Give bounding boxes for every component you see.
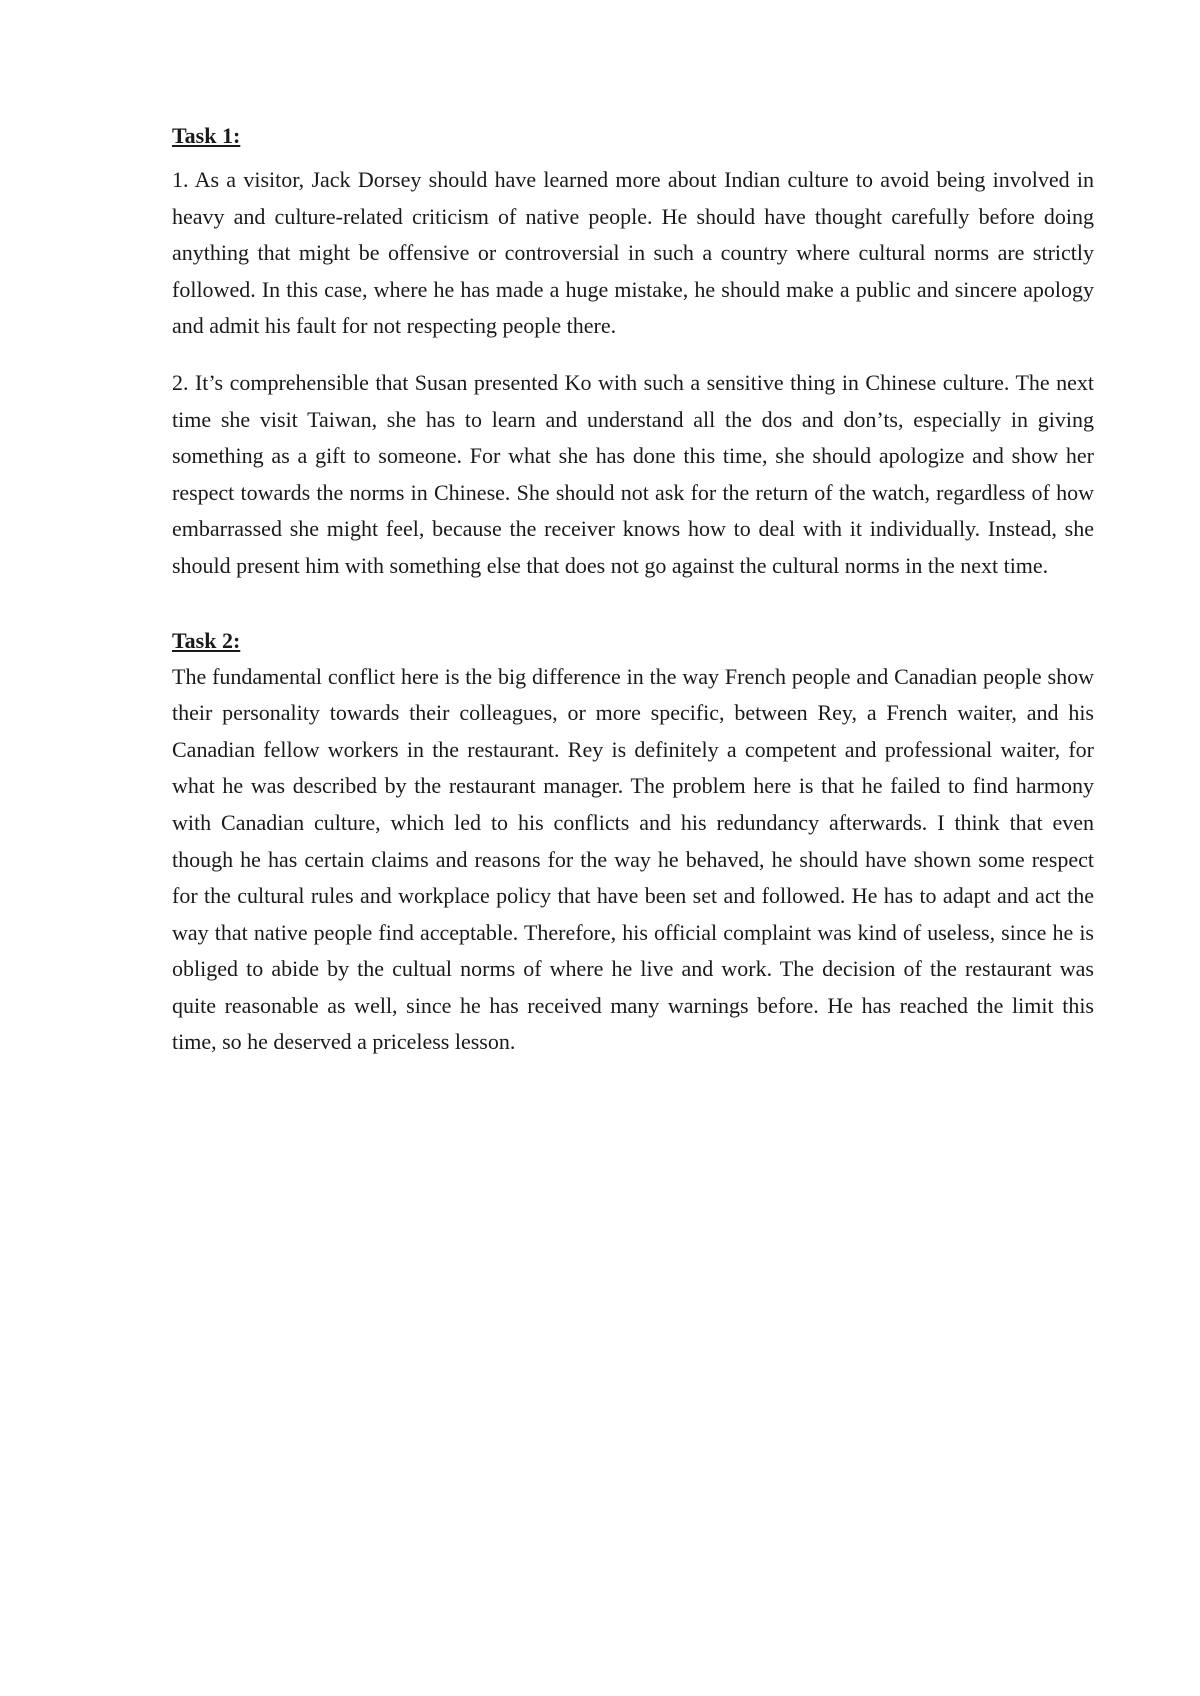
document-body [172,118,1094,1061]
task2-heading: Task 2: [172,627,241,653]
task1-heading: Task 1: [172,123,241,148]
task1-paragraph-2: 2. It’s comprehensible that Susan presented Ko with such a sensitive thing in Chinese culture. The next time she visit Taiwan, she has to learn and understand all the dos and don’ts, especially in giving something as a gift to someone. For what she has done this time, she should apologize and show her respect towards the norms in Chinese. She should not ask for the return of the watch, regardless of how embarrassed she might feel, because the receiver knows how to deal with it individually. Instead, she should present him with something else that does not go against the cultural norms in the next time. [172,369,1094,578]
task1-paragraph-1: 1. As a visitor, Jack Dorsey should have learned more about Indian culture to avoid being involved in heavy and culture-related criticism of native people. He should have thought carefully before doing anything that might be offensive or controversial in such a country where cultural norms are strictly followed. In this case, where he has made a huge mistake, he should make a public and sincere apology and admit his fault for not respecting people there. [172,167,1094,339]
section-spacer [172,585,1094,623]
paragraph-spacer [172,345,1094,365]
task2-paragraph: The fundamental conflict here is the big difference in the way French people and Canadian people show their personality towards their colleagues, or more specific, between Rey, a French waiter, and his Canadian fellow workers in the restaurant. Rey is definitely a competent and professional waiter, for what he was described by the restaurant manager. The problem here is that he failed to find harmony with Canadian culture, which led to his conflicts and his redundancy afterwards. I think that even though he has certain claims and reasons for the way he behaved, he should have shown some respect for the cultural rules and workplace policy that have been set and followed. He has to adapt and act the way that native people find acceptable. Therefore, his official complaint was kind of useless, since he is obliged to abide by the cultual norms of where he live and work. The decision of the restaurant was quite reasonable as well, since he has received many warnings before. He has reached the limit this time, so he deserved a priceless lesson. [172,663,1094,1055]
